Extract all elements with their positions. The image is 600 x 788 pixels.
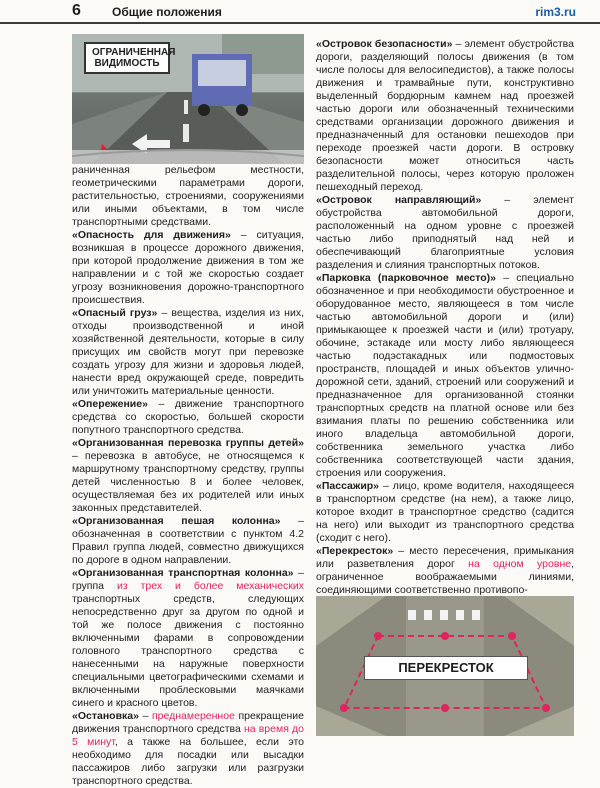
term-advance: «Опережение» bbox=[72, 398, 148, 410]
text-stop-2: прекращение движения транспортного средства bbox=[72, 710, 304, 735]
label-line-1: ОГРАНИЧЕННАЯ bbox=[92, 47, 176, 58]
highlight-stop-2: на время до 5 минут bbox=[72, 723, 304, 748]
definition-safety-island bbox=[316, 38, 574, 194]
text-transport-column-2: транспортных средств, следующих непосредственно друг за другом по одной и той же полосе движения с постоянно включенными фарами в сопровождении головного транспортного средства с нанесенными на наружные поверхности специальными цветографическими схемами и включенными проблесковыми маячками синего и красного цветов. bbox=[72, 593, 304, 709]
term-dangerous-cargo: «Опасный груз» bbox=[72, 307, 158, 319]
text-passenger: – лицо, кроме водителя, находящееся в транспортном средстве (на нем), а также лицо, которое входит в транспортное средство (садится на него) или выходит из транспортного средства (сходит с него). bbox=[316, 480, 574, 544]
text-safety-island: – элемент обустройства дороги, разделяющий полосы движения (в том числе полосы для велосипедистов), а также полосы движения и трамвайные пути, конструктивно выделенный бордюрным камнем над проезжей частью дороги или обозначенный техническими средствами организации дорожного движения и предназначенный для остановки пешеходов при переходе проезжей части дороги. В островку безопасности может относиться часть разделительной полосы, через которую проложен пешеходный переход. bbox=[316, 38, 574, 193]
definition-danger bbox=[72, 229, 304, 307]
text-transport-column-1: – группа bbox=[72, 567, 304, 592]
term-safety-island: «Островок безопасности» bbox=[316, 38, 453, 50]
definition-pedestrian-column bbox=[72, 515, 304, 567]
definition-children-transport bbox=[72, 437, 304, 515]
left-column bbox=[72, 164, 304, 788]
definition-stop bbox=[72, 710, 304, 788]
text-parking: – специально обозначенное и при необходимости обустроенное и оборудованное место, являющееся в том числе частью автомобильной дороги и (или) примыкающее к проезжей части и (или) тротуару, обочине, эстакаде или мосту либо являющееся частью подэстакадных или подмостовых пространств, площадей и иных объектов улично-дорожной сети, зданий, строений или сооружений и предназначенное для организованной стоянки транспортных средств на платной основе или без взимания платы по решению собственника или иного владельца автомобильной дороги, собственника земельного участка либо собственника соответствующей части здания, строения или сооружения. bbox=[316, 272, 574, 479]
highlight-intersection: на одном уровне bbox=[468, 558, 572, 570]
text-guide-island: – элемент обустройства автомобильной дороги, расположенный на одном уровне с проезжей частью либо приподнятый над ней и обеспечивающий благоприятные условия разделения и слияния транспортных потоков. bbox=[316, 194, 574, 271]
term-pedestrian-column: «Организованная пешая колонна» bbox=[72, 515, 281, 527]
definition-transport-column bbox=[72, 567, 304, 710]
definition-intersection bbox=[316, 545, 574, 597]
definition-continuation: раниченная рельефом местности, геометрическими параметрами дороги, растительностью, строениями, сооружениями или иными объектами, в том числе транспортными средствами. bbox=[72, 164, 304, 228]
term-guide-island: «Островок направляющий» bbox=[316, 194, 482, 206]
text-stop-1: – bbox=[138, 710, 152, 722]
text-danger: – ситуация, возникшая в процессе дорожного движения, при которой продолжение движения в том же направлении и с той же скоростью создает угрозу возникновения дорожно-транспортного происшествия. bbox=[72, 229, 304, 306]
section-title: Общие положения bbox=[112, 5, 222, 19]
highlight-stop-1: преднамеренное bbox=[151, 710, 235, 722]
right-column bbox=[316, 38, 574, 597]
definition-advance bbox=[72, 398, 304, 437]
text-children-transport: – перевозка в автобусе, не относящемся к маршрутному транспортному средству, группы детей численностью 8 и более человек, осуществляемая без их родителей или иных законных представителей. bbox=[72, 450, 304, 514]
term-stop: «Остановка» bbox=[72, 710, 139, 722]
definition-parking bbox=[316, 272, 574, 480]
text-advance: – движение транспортного средства со скоростью, большей скорости попутного транспортного средства. bbox=[72, 398, 304, 436]
label-line-2: ВИДИМОСТЬ bbox=[94, 58, 160, 69]
site-link[interactable]: rim3.ru bbox=[535, 5, 576, 19]
text-stop-3: , а также на большее, если это необходимо для посадки или высадки пассажиров либо загрузки или разгрузки транспортного средства. bbox=[72, 736, 304, 787]
definition-guide-island bbox=[316, 194, 574, 272]
term-intersection: «Перекресток» bbox=[316, 545, 394, 557]
limited-visibility-label bbox=[84, 42, 176, 74]
limited-visibility-illustration bbox=[72, 34, 304, 164]
definition-dangerous-cargo bbox=[72, 307, 304, 398]
term-danger: «Опасность для движения» bbox=[72, 229, 231, 241]
intersection-label: ПЕРЕКРЕСТОК bbox=[364, 656, 528, 680]
page-header bbox=[0, 0, 600, 24]
highlight-transport-column: из трех и более механических bbox=[116, 580, 304, 592]
term-transport-column: «Организованная транспортная колонна» bbox=[72, 567, 294, 579]
text-intersection-2: , ограниченное воображаемыми линиями, соединяющими соответственно противопо- bbox=[316, 558, 574, 596]
text-dangerous-cargo: – вещества, изделия из них, отходы производственной и иной хозяйственной деятельности, которые в силу присущих им свойств могут при перевозке создать угрозу для жизни и здоровья людей, нанести вред окружающей среде, повредить или уничтожить материальные ценности. bbox=[72, 307, 304, 397]
term-passenger: «Пассажир» bbox=[316, 480, 380, 492]
text-pedestrian-column: – обозначенная в соответствии с пунктом 4.2 Правил группа людей, совместно движущихся по дороге в одном направлении. bbox=[72, 515, 304, 566]
intersection-illustration bbox=[316, 596, 574, 736]
text-intersection-1: – место пересечения, примыкания или разветвления дорог bbox=[316, 545, 574, 570]
page-number: 6 bbox=[72, 2, 81, 19]
definition-passenger bbox=[316, 480, 574, 545]
term-children-transport: «Организованная перевозка группы детей» bbox=[72, 437, 304, 449]
term-parking: «Парковка (парковочное место)» bbox=[316, 272, 496, 284]
